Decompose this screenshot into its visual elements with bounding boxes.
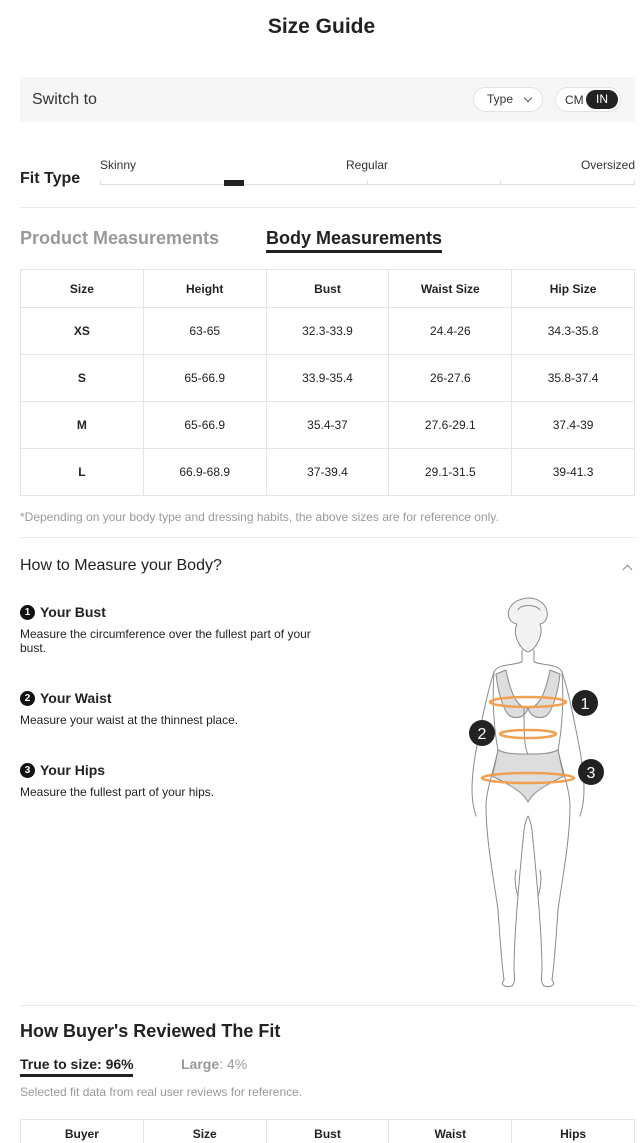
column-header: Waist Size: [389, 270, 512, 308]
size-table: [20, 269, 635, 496]
number-badge: 2: [20, 691, 35, 706]
table-cell: 63-65: [143, 308, 266, 355]
waist-measure-line: [500, 730, 556, 738]
size-cell: M: [21, 402, 144, 449]
table-cell: 24.4-26: [389, 308, 512, 355]
measure-item-hips: [20, 762, 320, 799]
reviews-note: Selected fit data from real user reviews for reference.: [20, 1085, 303, 1099]
table-cell: 37.4-39: [512, 402, 635, 449]
measure-item-waist: [20, 690, 320, 727]
switch-label: Switch to: [32, 91, 97, 108]
table-cell: 26-27.6: [389, 355, 512, 402]
table-cell: 39-41.3: [512, 449, 635, 496]
measure-title: Your Waist: [40, 690, 112, 706]
chevron-down-icon: [524, 94, 532, 102]
marker-1-label: 1: [580, 696, 590, 713]
table-cell: 37-39.4: [266, 449, 389, 496]
fit-scale-tick: [100, 180, 101, 185]
table-cell: 32.3-33.9: [266, 308, 389, 355]
table-row: [21, 308, 635, 355]
table-cell: 34.3-35.8: [512, 308, 635, 355]
table-cell: 65-66.9: [143, 355, 266, 402]
buyer-table: [20, 1119, 635, 1143]
tab-body-measurements[interactable]: Body Measurements: [266, 228, 443, 248]
number-badge: 3: [20, 763, 35, 778]
active-tab-indicator: [266, 250, 442, 253]
tab-large[interactable]: [181, 1056, 247, 1072]
reviews-title: How Buyer's Reviewed The Fit: [20, 1021, 281, 1041]
measure-description: Measure your waist at the thinnest place.: [20, 713, 239, 727]
fit-scale-tick: [367, 180, 368, 185]
divider: [20, 1005, 635, 1006]
measure-title: Your Hips: [40, 762, 106, 778]
table-row: [21, 355, 635, 402]
reference-note: *Depending on your body type and dressing habits, the above sizes are for reference only.: [20, 510, 499, 524]
divider: [20, 207, 635, 208]
measure-title: Your Bust: [40, 604, 106, 620]
unit-toggle[interactable]: [555, 87, 621, 112]
unit-cm-option[interactable]: CM: [565, 93, 584, 107]
fit-scale-tick: [500, 180, 501, 185]
column-header: Buyer: [21, 1120, 144, 1143]
table-cell: 27.6-29.1: [389, 402, 512, 449]
column-header: Bust: [266, 1120, 389, 1143]
fit-scale-tick: [634, 180, 635, 185]
size-cell: XS: [21, 308, 144, 355]
table-row: [21, 449, 635, 496]
how-to-measure-title[interactable]: How to Measure your Body?: [20, 557, 222, 574]
table-cell: 33.9-35.4: [266, 355, 389, 402]
tab-true-to-size[interactable]: True to size: 96%: [20, 1056, 134, 1072]
unit-in-option[interactable]: IN: [586, 90, 618, 109]
large-value: : 4%: [219, 1056, 248, 1072]
table-cell: 66.9-68.9: [143, 449, 266, 496]
table-header-row: [21, 1120, 635, 1143]
fit-type-label: Fit Type: [20, 170, 81, 187]
measure-description: Measure the circumference over the fullest part of your bust.: [20, 627, 311, 655]
size-cell: L: [21, 449, 144, 496]
number-badge: 1: [20, 605, 35, 620]
fit-oversized-label: Oversized: [580, 158, 635, 172]
tab-product-measurements[interactable]: Product Measurements: [20, 228, 220, 248]
size-cell: S: [21, 355, 144, 402]
fit-skinny-label: Skinny: [100, 158, 137, 172]
chevron-up-icon[interactable]: [623, 565, 633, 575]
body-measurement-figure: [440, 590, 620, 995]
fit-regular-label: Regular: [346, 158, 389, 172]
large-label: Large: [181, 1056, 220, 1072]
column-header: Size: [21, 270, 144, 308]
type-dropdown-label: Type: [487, 92, 514, 106]
table-cell: 65-66.9: [143, 402, 266, 449]
active-tab-indicator: [20, 1074, 133, 1077]
unit-switch-bar: [20, 77, 635, 122]
marker-2-label: 2: [477, 726, 487, 743]
fit-scale-marker: [224, 180, 244, 186]
table-cell: 29.1-31.5: [389, 449, 512, 496]
marker-3-label: 3: [586, 765, 596, 782]
column-header: Waist: [389, 1120, 512, 1143]
table-cell: 35.4-37: [266, 402, 389, 449]
type-dropdown[interactable]: [473, 87, 543, 112]
column-header: Size: [143, 1120, 266, 1143]
table-header-row: [21, 270, 635, 308]
column-header: Bust: [266, 270, 389, 308]
measure-item-bust: [20, 604, 320, 655]
measure-description: Measure the fullest part of your hips.: [20, 785, 215, 799]
page-title: Size Guide: [267, 15, 376, 38]
table-row: [21, 402, 635, 449]
table-cell: 35.8-37.4: [512, 355, 635, 402]
column-header: Hips: [512, 1120, 635, 1143]
column-header: Height: [143, 270, 266, 308]
divider: [20, 537, 635, 538]
column-header: Hip Size: [512, 270, 635, 308]
